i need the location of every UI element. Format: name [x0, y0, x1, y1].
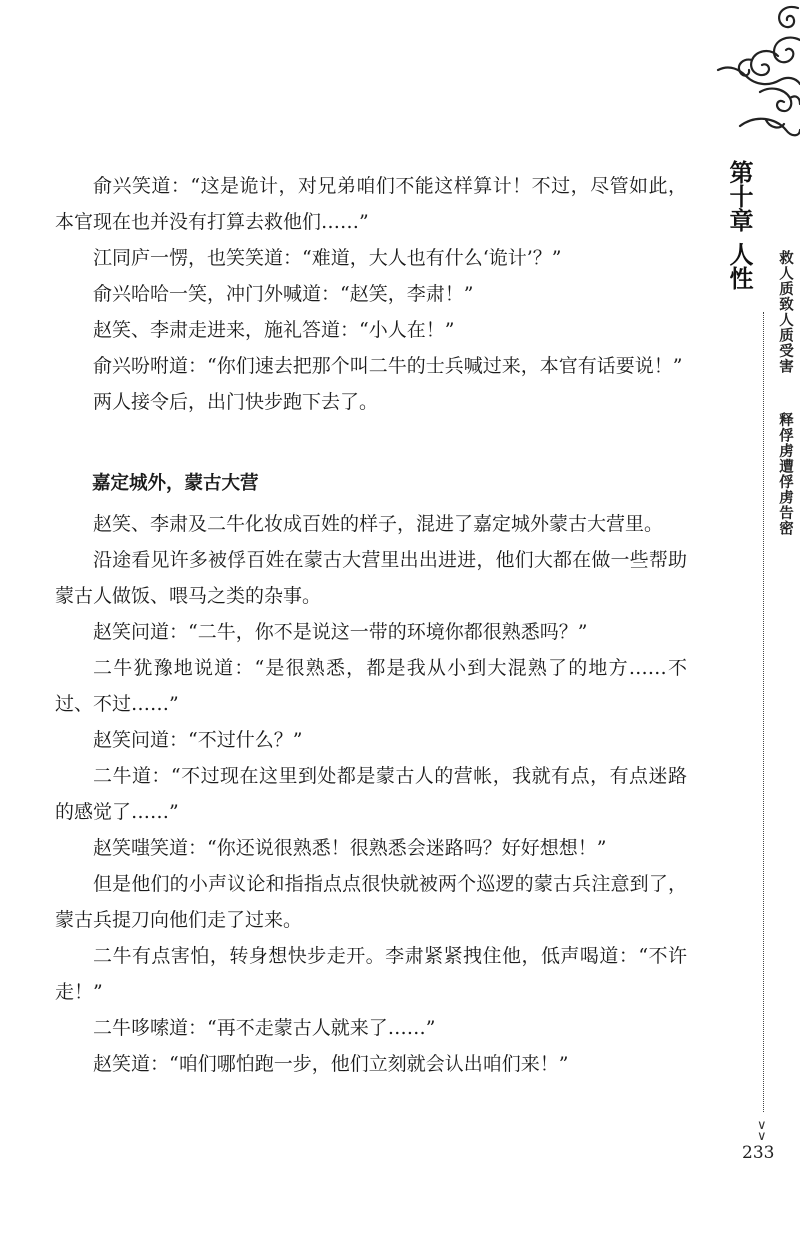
paragraph: 赵笑、李肃及二牛化妆成百姓的样子，混进了嘉定城外蒙古大营里。: [93, 513, 664, 535]
section-heading: 嘉定城外，蒙古大营: [92, 473, 259, 494]
paragraph: 赵笑问道：“不过什么？”: [93, 729, 303, 751]
paragraph: 二牛犹豫地说道：“是很熟悉，都是我从小到大混熟了的地方……不过、不过……”: [55, 657, 687, 715]
body-text: [55, 168, 687, 1082]
paragraph: 赵笑、李肃走进来，施礼答道：“小人在！”: [93, 319, 455, 341]
paragraph: 赵笑道：“咱们哪怕跑一步，他们立刻就会认出咱们来！”: [93, 1053, 569, 1075]
paragraph: 俞兴哈哈一笑，冲门外喊道：“赵笑，李肃！”: [93, 283, 474, 305]
chapter-sidebar: [724, 120, 800, 1150]
paragraph: 沿途看见许多被俘百姓在蒙古大营里出出进进，他们大都在做一些帮助蒙古人做饭、喂马之类的杂事。: [55, 549, 687, 607]
paragraph: 江同庐一愣，也笑笑道：“难道，大人也有什么‘诡计’？”: [93, 247, 562, 269]
chapter-subtitle-2: 释俘虏遭俘虏告密: [777, 412, 794, 536]
section-spacer: [55, 420, 687, 462]
dotted-rule: [763, 312, 764, 1112]
chapter-subtitle-1: 救人质致人质受害: [777, 250, 794, 374]
paragraph: 俞兴笑道：“这是诡计，对兄弟咱们不能这样算计！不过，尽管如此，本官现在也并没有打算去救他们……”: [55, 175, 687, 233]
paragraph: 赵笑问道：“二牛，你不是说这一带的环境你都很熟悉吗？”: [93, 621, 588, 643]
paragraph: 赵笑嗤笑道：“你还说很熟悉！很熟悉会迷路吗？好好想想！”: [93, 837, 607, 859]
paragraph: 俞兴吩咐道：“你们速去把那个叫二牛的士兵喊过来，本官有话要说！”: [93, 355, 683, 377]
paragraph: 二牛有点害怕，转身想快步走开。李肃紧紧拽住他，低声喝道：“不许走！”: [55, 945, 687, 1003]
chapter-title: 人性: [725, 242, 754, 290]
paragraph: 两人接令后，出门快步跑下去了。: [93, 391, 379, 413]
paragraph: 二牛哆嗦道：“再不走蒙古人就来了……”: [93, 1017, 436, 1039]
chapter-label: 第十章: [725, 160, 754, 232]
page-number: 233: [742, 1143, 775, 1163]
chevron-down-icon: ∨ ∨: [757, 1118, 767, 1144]
paragraph: 二牛道：“不过现在这里到处都是蒙古人的营帐，我就有点，有点迷路的感觉了……”: [55, 765, 687, 823]
paragraph: 但是他们的小声议论和指指点点很快就被两个巡逻的蒙古兵注意到了，蒙古兵提刀向他们走了过来。: [55, 873, 687, 931]
